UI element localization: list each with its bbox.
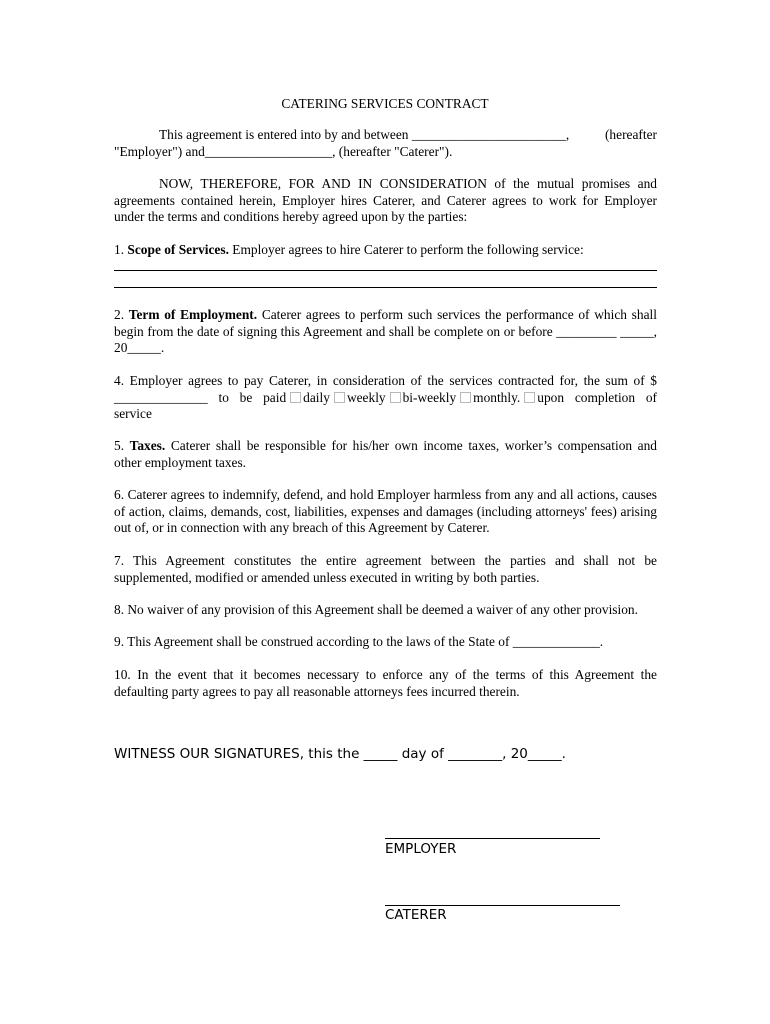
section-2-heading: Term of Employment.: [128, 307, 258, 322]
monthly-checkbox[interactable]: [460, 392, 471, 403]
section-5-number: 5.: [114, 438, 125, 453]
scope-blank-line-1[interactable]: [114, 270, 657, 271]
intro-paragraph: [114, 127, 657, 160]
section-5-text: Caterer shall be responsible for his/her own income taxes, worker’s compensation and other employment taxes.: [114, 438, 657, 470]
intro-part-1: This agreement is entered into by and between _______________________,: [159, 127, 570, 142]
option-daily: daily: [303, 389, 330, 405]
option-monthly: monthly.: [473, 389, 521, 405]
section-10: 10. In the event that it becomes necessary to enforce any of the terms of this Agreement the defaulting party agrees to pay all reasonable attorneys fees incurred therein.: [114, 667, 657, 699]
section-1-heading: Scope of Services.: [127, 242, 229, 257]
daily-checkbox[interactable]: [290, 392, 301, 403]
section-8: 8. No waiver of any provision of this Agreement shall be deemed a waiver of any other provision.: [114, 602, 638, 617]
employer-signature-line[interactable]: [385, 838, 600, 839]
section-1-number: 1.: [114, 242, 125, 257]
bi-weekly-checkbox[interactable]: [390, 392, 401, 403]
upon-completion-checkbox[interactable]: [524, 392, 535, 403]
caterer-signature-line[interactable]: [385, 905, 620, 906]
employer-label: EMPLOYER: [385, 841, 457, 857]
weekly-checkbox[interactable]: [334, 392, 345, 403]
section-1: [114, 242, 657, 259]
section-4-text: 4. Employer agrees to pay Caterer, in consideration of the services contracted for, the sum of $ ______________ to be paid: [114, 373, 657, 405]
whereas-paragraph: NOW, THEREFORE, FOR AND IN CONSIDERATION of the mutual promises and agreements contained herein, Employer hires Caterer, and Caterer agrees to work for Employer under the terms and conditions hereby agreed upon by the parties:: [114, 176, 657, 224]
section-5-heading: Taxes.: [129, 438, 166, 453]
intro-part-2: (hereafter: [604, 127, 657, 142]
section-2-number: 2.: [114, 307, 125, 322]
witness-statement: WITNESS OUR SIGNATURES, this the _____ day of ________, 20_____.: [114, 746, 566, 762]
section-2: [114, 307, 657, 357]
intro-line-1: [114, 127, 657, 144]
section-4: [114, 373, 657, 423]
section-6: 6. Caterer agrees to indemnify, defend, and hold Employer harmless from any and all actions, causes of action, claims, demands, cost, liabilities, expenses and damages (including attorneys' fees) arising out of, or in connection with any breach of this Agreement by Caterer.: [114, 487, 657, 535]
section-1-text: Employer agrees to hire Caterer to perform the following service:: [232, 242, 584, 257]
option-weekly: weekly: [346, 389, 386, 405]
section-7: 7. This Agreement constitutes the entire agreement between the parties and shall not be supplemented, modified or amended unless executed in writing by both parties.: [114, 553, 657, 585]
scope-blank-line-2[interactable]: [114, 287, 657, 288]
option-bi-weekly: bi-weekly: [402, 389, 457, 405]
caterer-label: CATERER: [385, 907, 447, 923]
option-upon-completion: upon completion of service: [114, 389, 657, 421]
intro-line-2: "Employer") and___________________, (hereafter "Caterer").: [114, 143, 453, 159]
section-2-text: Caterer agrees to perform such services the performance of which shall begin from the date of signing this Agreement and shall be complete on or before _________ _____, 20_____.: [114, 307, 657, 355]
section-9: 9. This Agreement shall be construed according to the laws of the State of _____________.: [114, 634, 604, 649]
section-5: [114, 438, 657, 471]
document-title: CATERING SERVICES CONTRACT: [281, 96, 489, 111]
